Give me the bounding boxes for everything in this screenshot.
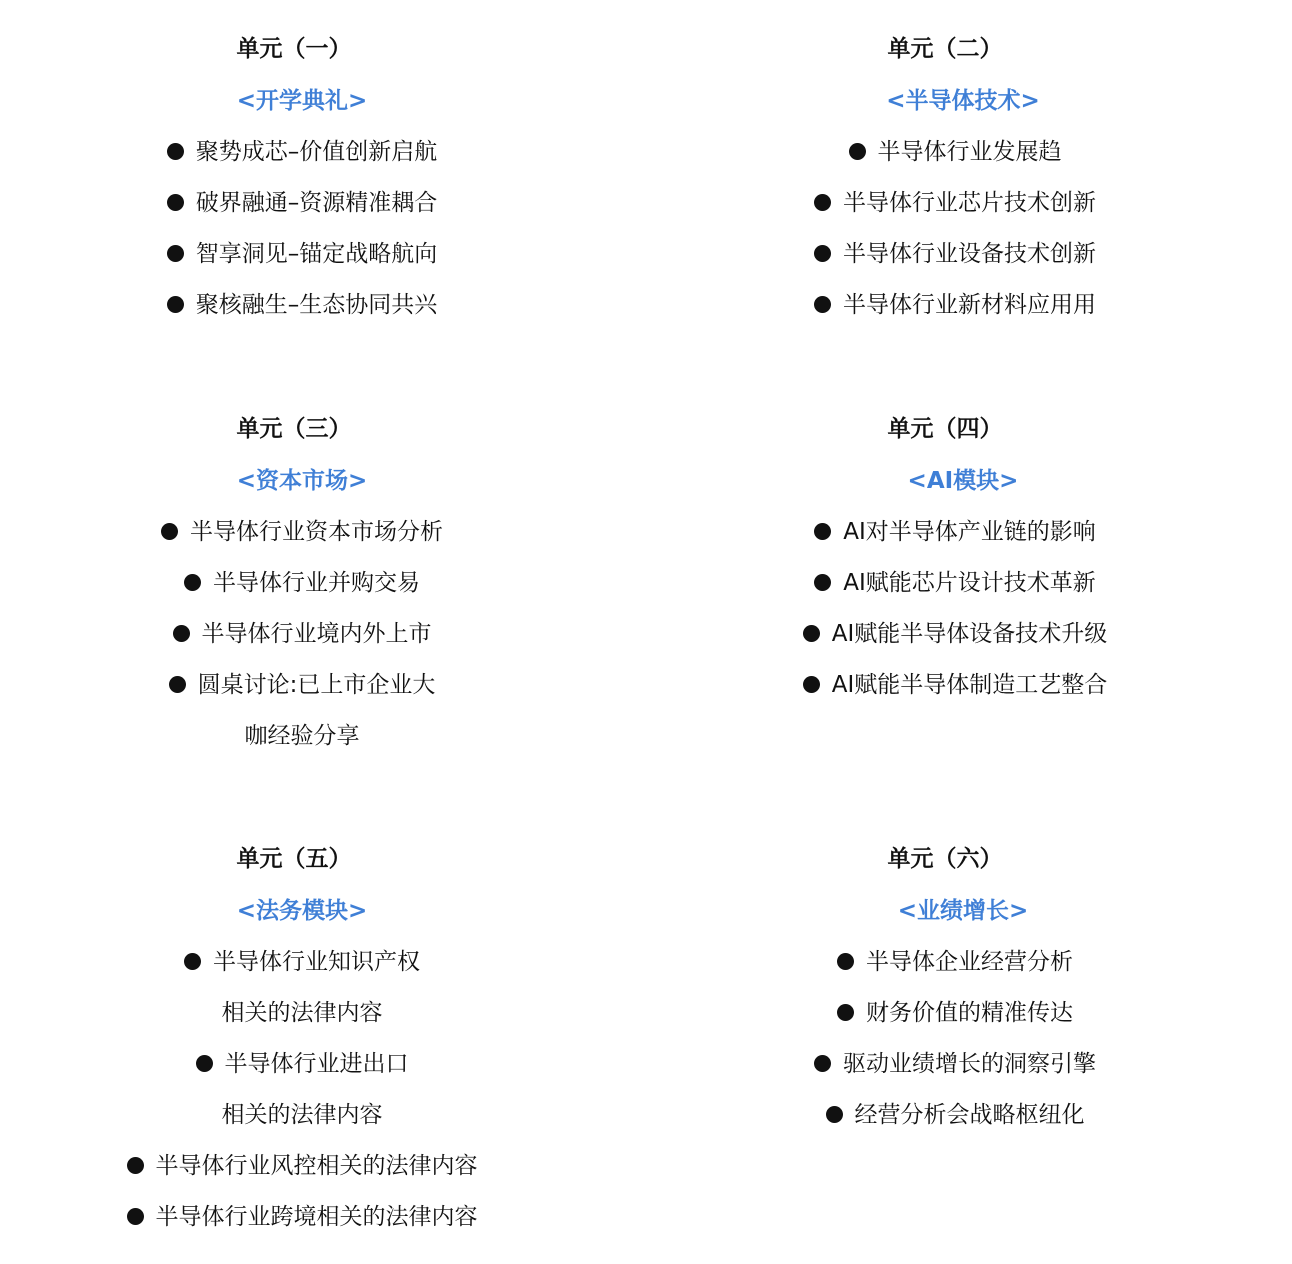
list-item-text: 半导体行业境内外上市 (201, 621, 432, 647)
unit-2-title: 单元（二） (887, 36, 1003, 62)
list-item (646, 613, 1292, 664)
list-item-text: 半导体行业资本市场分析 (190, 519, 443, 545)
list-item-text: 财务价值的精准传达 (866, 1000, 1073, 1026)
bullet-icon (814, 523, 831, 540)
bullet-icon (173, 625, 190, 642)
list-item (0, 562, 646, 613)
unit-5-subtitle: <法务模块> (236, 898, 368, 924)
bullet-icon (837, 1004, 854, 1021)
bullet-icon (184, 953, 201, 970)
list-item-text: 半导体行业设备技术创新 (843, 241, 1096, 267)
bullet-icon (167, 194, 184, 211)
list-item (646, 233, 1292, 284)
unit-4-subtitle: <AI模块> (907, 468, 1019, 494)
list-item-text: AI赋能半导体制造工艺整合 (831, 672, 1108, 698)
list-item-text: 半导体行业知识产权 (213, 949, 420, 975)
list-item (646, 131, 1292, 182)
bullet-icon (837, 953, 854, 970)
unit-1-section (0, 28, 646, 335)
bullet-icon (814, 296, 831, 313)
list-item (0, 233, 646, 284)
list-item-text: 圆桌讨论:已上市企业大 (197, 672, 436, 698)
bullet-icon (814, 245, 831, 262)
list-item-continuation: 咖经验分享 (244, 723, 360, 749)
list-item (646, 284, 1292, 335)
list-item (646, 992, 1292, 1043)
unit-1-subtitle: <开学典礼> (236, 88, 368, 114)
list-item (0, 613, 646, 664)
unit-3-section (0, 408, 646, 766)
list-item-text: 半导体行业跨境相关的法律内容 (155, 1204, 478, 1230)
list-item-text: AI赋能芯片设计技术革新 (843, 570, 1096, 596)
unit-2-subtitle: <半导体技术> (886, 88, 1040, 114)
unit-5-title: 单元（五） (236, 846, 352, 872)
list-item (646, 664, 1292, 715)
bullet-icon (161, 523, 178, 540)
list-item (0, 664, 646, 715)
list-item-text: AI赋能半导体设备技术升级 (831, 621, 1108, 647)
list-item-text: 半导体行业风控相关的法律内容 (155, 1153, 478, 1179)
bullet-icon (814, 194, 831, 211)
list-item (646, 182, 1292, 233)
unit-1-title: 单元（一） (236, 36, 352, 62)
list-item (646, 1043, 1292, 1094)
unit-4-section (646, 408, 1292, 715)
list-item-text: 智享洞见–锚定战略航向 (195, 241, 438, 267)
list-item (0, 284, 646, 335)
list-item (646, 1094, 1292, 1145)
list-item (0, 1196, 646, 1247)
list-item-text: 驱动业绩增长的洞察引擎 (843, 1051, 1096, 1077)
list-item-text: 聚核融生–生态协同共兴 (195, 292, 438, 318)
bullet-icon (127, 1157, 144, 1174)
list-item-text: 半导体行业发展趋 (877, 139, 1062, 165)
list-item-text: 半导体企业经营分析 (866, 949, 1073, 975)
unit-6-section (646, 838, 1292, 1145)
list-item (0, 511, 646, 562)
list-item-text: 破界融通–资源精准耦合 (195, 190, 438, 216)
list-item-text: 半导体行业并购交易 (213, 570, 420, 596)
list-item (0, 131, 646, 182)
list-item-text: 半导体行业芯片技术创新 (843, 190, 1096, 216)
unit-3-title: 单元（三） (236, 416, 352, 442)
bullet-icon (184, 574, 201, 591)
list-item (0, 941, 646, 992)
bullet-icon (826, 1106, 843, 1123)
unit-4-title: 单元（四） (887, 416, 1003, 442)
list-item (646, 511, 1292, 562)
list-item (0, 182, 646, 233)
list-item (646, 941, 1292, 992)
list-item (646, 562, 1292, 613)
bullet-icon (849, 143, 866, 160)
bullet-icon (169, 676, 186, 693)
unit-6-title: 单元（六） (887, 846, 1003, 872)
list-item (0, 1145, 646, 1196)
bullet-icon (127, 1208, 144, 1225)
bullet-icon (803, 625, 820, 642)
bullet-icon (196, 1055, 213, 1072)
bullet-icon (167, 143, 184, 160)
bullet-icon (814, 1055, 831, 1072)
list-item-text: 半导体行业进出口 (224, 1051, 409, 1077)
bullet-icon (814, 574, 831, 591)
unit-3-subtitle: <资本市场> (236, 468, 368, 494)
list-item (0, 1043, 646, 1094)
list-item-text: 经营分析会战略枢纽化 (854, 1102, 1085, 1128)
list-item-continuation: 相关的法律内容 (221, 1102, 383, 1128)
unit-2-section (646, 28, 1292, 335)
bullet-icon (803, 676, 820, 693)
list-item-continuation: 相关的法律内容 (221, 1000, 383, 1026)
list-item-text: AI对半导体产业链的影响 (843, 519, 1096, 545)
unit-5-section (0, 838, 646, 1247)
bullet-icon (167, 296, 184, 313)
list-item-text: 聚势成芯–价值创新启航 (195, 139, 438, 165)
unit-6-subtitle: <业绩增长> (897, 898, 1029, 924)
list-item-text: 半导体行业新材料应用用 (843, 292, 1096, 318)
bullet-icon (167, 245, 184, 262)
